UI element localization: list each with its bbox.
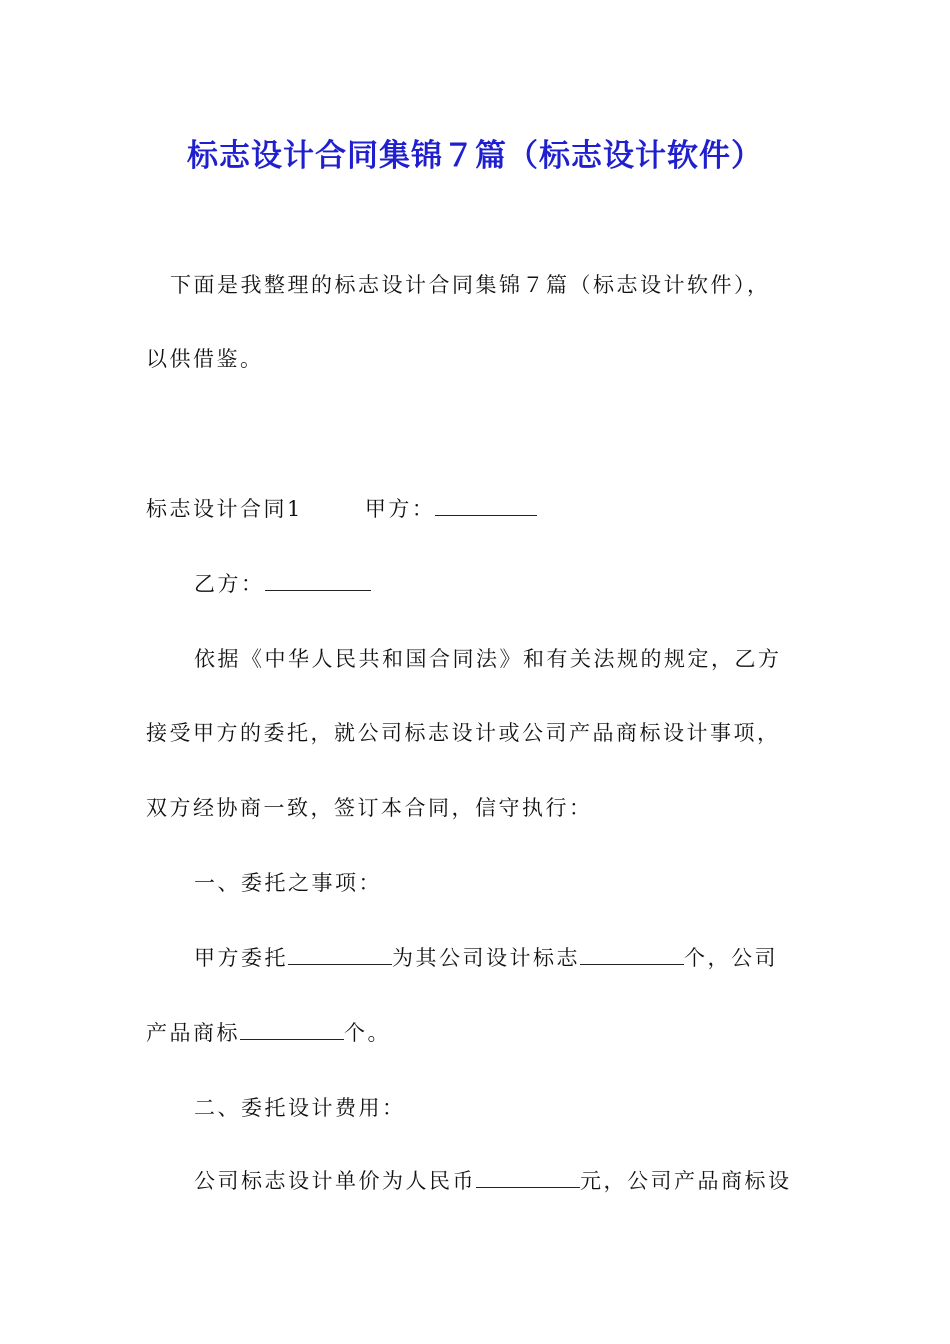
party-a-label: 甲方： <box>364 497 436 521</box>
price-blank <box>476 1167 580 1188</box>
party-b-blank <box>265 570 371 591</box>
party-a-blank <box>435 495 537 516</box>
contract-heading-line <box>146 494 537 524</box>
section2-title: 二、委托设计费用： <box>194 1096 406 1120</box>
section1-line-1 <box>194 943 778 973</box>
para1-line-1: 依据《中华人民共和国合同法》和有关法规的规定，乙方 <box>194 647 782 671</box>
section1-line2-a: 产品商标 <box>146 1021 240 1045</box>
section1-text-b: 为其公司设计标志 <box>392 946 580 970</box>
intro-line-1: 下面是我整理的标志设计合同集锦７篇（标志设计软件）， <box>170 273 771 297</box>
section1-title: 一、委托之事项： <box>194 871 382 895</box>
party-b-label: 乙方： <box>194 572 265 596</box>
logo-count-blank <box>580 944 684 965</box>
section2-line-1 <box>194 1166 792 1196</box>
party-b-line <box>194 569 371 599</box>
section1-text-c: 个，公司 <box>684 946 778 970</box>
intro-line-2: 以供借鉴。 <box>146 347 264 371</box>
section1-line-2 <box>146 1018 391 1048</box>
trademark-count-blank <box>240 1019 344 1040</box>
company-blank <box>288 944 392 965</box>
document-title: 标志设计合同集锦７篇（标志设计软件） <box>187 138 763 174</box>
section1-line2-b: 个。 <box>344 1021 391 1045</box>
para1-line-3: 双方经协商一致，签订本合同，信守执行： <box>146 796 593 820</box>
section2-text-b: 元，公司产品商标设 <box>580 1169 792 1193</box>
section1-text-a: 甲方委托 <box>194 946 288 970</box>
contract-heading: 标志设计合同1 <box>146 497 303 521</box>
para1-line-2: 接受甲方的委托，就公司标志设计或公司产品商标设计事项， <box>146 721 781 745</box>
section2-text-a: 公司标志设计单价为人民币 <box>194 1169 476 1193</box>
